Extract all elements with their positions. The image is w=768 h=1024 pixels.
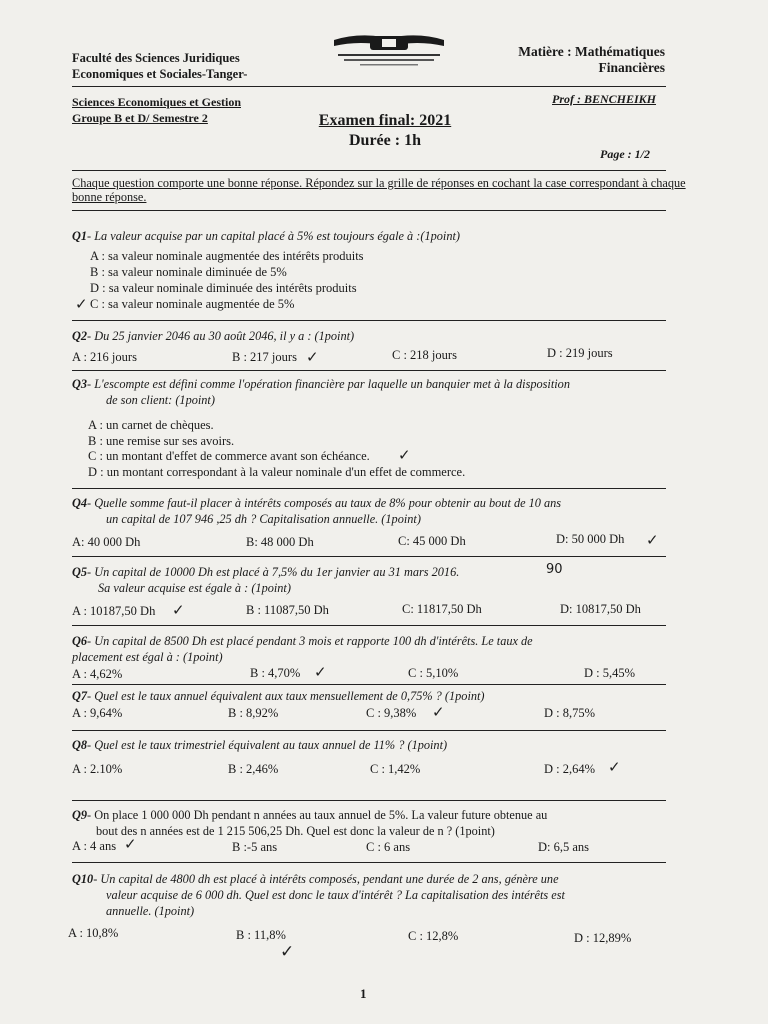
option-q3-b: B : une remise sur ses avoirs. — [88, 434, 235, 448]
exam-title: Examen final: 2021 Durée : 1h — [318, 112, 452, 149]
option-q5-d: D: 10817,50 Dh — [560, 602, 641, 616]
option-q7-a: A : 9,64% — [72, 706, 123, 720]
checkmark-icon: ✓ — [306, 348, 319, 366]
section-rule — [72, 170, 666, 171]
professor-name: Prof : BENCHEIKH — [552, 92, 657, 106]
option-q4-b: B: 48 000 Dh — [246, 535, 314, 549]
checkmark-icon: ✓ — [314, 663, 327, 681]
option-q2-a: A : 216 jours — [72, 350, 137, 364]
question-q10-cont2: annuelle. (1point) — [106, 904, 195, 918]
question-q10-cont: valeur acquise de 6 000 dh. Quel est donc le taux d'intérêt ? La capitalisation des intérêts est — [106, 888, 565, 902]
header-rule — [72, 86, 666, 87]
option-q6-d: D : 5,45% — [584, 666, 636, 680]
q-divider — [72, 320, 666, 321]
checkmark-icon: ✓ — [172, 601, 185, 619]
question-q2: Q2- Du 25 janvier 2046 au 30 août 2046, il y a : (1point) — [72, 329, 355, 343]
question-q4: Q4- Quelle somme faut-il placer à intérêts composés au taux de 8% pour obtenir au bout de 10 ans — [72, 496, 562, 510]
page-number: 1 — [360, 986, 367, 1001]
option-q6-c: C : 5,10% — [408, 666, 459, 680]
handwritten-note: 90 — [546, 562, 563, 577]
option-q8-b: B : 2,46% — [228, 762, 279, 776]
option-q8-a: A : 2.10% — [72, 762, 123, 776]
question-q5-cont: Sa valeur acquise est égale à : (1point) — [98, 581, 291, 595]
question-q3: Q3- L'escompte est défini comme l'opération financière par laquelle un banquier met à la disposition — [72, 377, 570, 391]
q-divider — [72, 800, 666, 801]
option-q6-a: A : 4,62% — [72, 667, 123, 681]
question-q10: Q10- Un capital de 4800 dh est placé à intérêts composés, pendant une durée de 2 ans, génère une — [72, 872, 559, 886]
checkmark-icon: ✓ — [646, 531, 659, 549]
q-divider — [72, 862, 666, 863]
option-q7-c: C : 9,38% — [366, 706, 417, 720]
question-q9-cont: bout des n années est de 1 215 506,25 Dh. Quel est donc la valeur de n ? (1point) — [96, 824, 495, 838]
option-q7-b: B : 8,92% — [228, 706, 279, 720]
option-q10-c: C : 12,8% — [408, 929, 459, 943]
option-q9-d: D: 6,5 ans — [538, 840, 590, 854]
option-q4-d: D: 50 000 Dh — [556, 532, 625, 546]
option-q7-d: D : 8,75% — [544, 706, 596, 720]
checkmark-icon: ✓ — [124, 835, 137, 853]
option-q8-d: D : 2,64% — [544, 762, 596, 776]
instructions: Chaque question comporte une bonne réponse. Répondez sur la grille de réponses en cochant la case correspondant à chaque bonne réponse. — [72, 176, 686, 204]
q-divider — [72, 684, 666, 685]
option-q10-d: D : 12,89% — [574, 931, 632, 945]
question-q6-cont: placement est égal à : (1point) — [72, 650, 223, 664]
option-q4-c: C: 45 000 Dh — [398, 534, 466, 548]
question-q8: Q8- Quel est le taux trimestriel équivalent au taux annuel de 11% ? (1point) — [72, 738, 448, 752]
question-q4-cont: un capital de 107 946 ,25 dh ? Capitalisation annuelle. (1point) — [106, 512, 421, 526]
q-divider — [72, 625, 666, 626]
option-q1-d: D : sa valeur nominale diminuée des intérêts produits — [90, 281, 357, 295]
option-q3-c: C : un montant d'effet de commerce avant son échéance. — [88, 449, 370, 463]
option-q2-d: D : 219 jours — [547, 346, 613, 360]
option-q5-a: A : 10187,50 Dh — [72, 604, 156, 618]
instructions-rule — [72, 210, 666, 211]
q-divider — [72, 370, 666, 371]
question-q5: Q5- Un capital de 10000 Dh est placé à 7,5% du 1er janvier au 31 mars 2016. — [72, 565, 460, 579]
q-divider — [72, 556, 666, 557]
subject-name: Matière : Mathématiques Financières — [518, 44, 665, 75]
checkmark-icon: ✓ — [398, 446, 411, 464]
option-q5-c: C: 11817,50 Dh — [402, 602, 482, 616]
department-info: Sciences Economiques et Gestion Groupe B et D/ Semestre 2 — [72, 95, 241, 125]
checkmark-icon: ✓ — [75, 295, 88, 313]
option-q2-b: B : 217 jours — [232, 350, 297, 364]
option-q6-b: B : 4,70% — [250, 666, 301, 680]
option-q3-a: A : un carnet de chèques. — [88, 418, 214, 432]
page-indicator: Page : 1/2 — [600, 147, 650, 161]
option-q5-b: B : 11087,50 Dh — [246, 603, 329, 617]
option-q4-a: A: 40 000 Dh — [72, 535, 141, 549]
faculty-name: Faculté des Sciences Juridiques Economiques et Sociales-Tanger- — [72, 51, 248, 81]
option-q2-c: C : 218 jours — [392, 348, 457, 362]
question-q9: Q9- On place 1 000 000 Dh pendant n années au taux annuel de 5%. La valeur future obtenue au — [72, 808, 548, 822]
option-q9-c: C : 6 ans — [366, 840, 411, 854]
q-divider — [72, 730, 666, 731]
option-q10-a: A : 10,8% — [68, 926, 119, 940]
checkmark-icon: ✓ — [608, 758, 621, 776]
checkmark-icon: ✓ — [280, 942, 295, 962]
option-q1-b: B : sa valeur nominale diminuée de 5% — [90, 265, 287, 279]
option-q9-a: A : 4 ans — [72, 839, 117, 853]
option-q8-c: C : 1,42% — [370, 762, 421, 776]
university-logo-icon — [330, 30, 448, 70]
question-q6: Q6- Un capital de 8500 Dh est placé pendant 3 mois et rapporte 100 dh d'intérêts. Le taux de — [72, 634, 533, 648]
option-q1-a: A : sa valeur nominale augmentée des intérêts produits — [90, 249, 364, 263]
option-q9-b: B :-5 ans — [232, 840, 278, 854]
question-q3-cont: de son client: (1point) — [106, 393, 215, 407]
question-q1: Q1- La valeur acquise par un capital placé à 5% est toujours égale à :(1point) — [72, 229, 460, 243]
option-q3-d: D : un montant correspondant à la valeur nominale d'un effet de commerce. — [88, 465, 466, 479]
q-divider — [72, 488, 666, 489]
option-q10-b: B : 11,8% — [236, 928, 286, 942]
option-q1-c: C : sa valeur nominale augmentée de 5% — [90, 297, 295, 311]
checkmark-icon: ✓ — [432, 703, 445, 721]
question-q7: Q7- Quel est le taux annuel équivalent aux taux mensuellement de 0,75% ? (1point) — [72, 689, 485, 703]
